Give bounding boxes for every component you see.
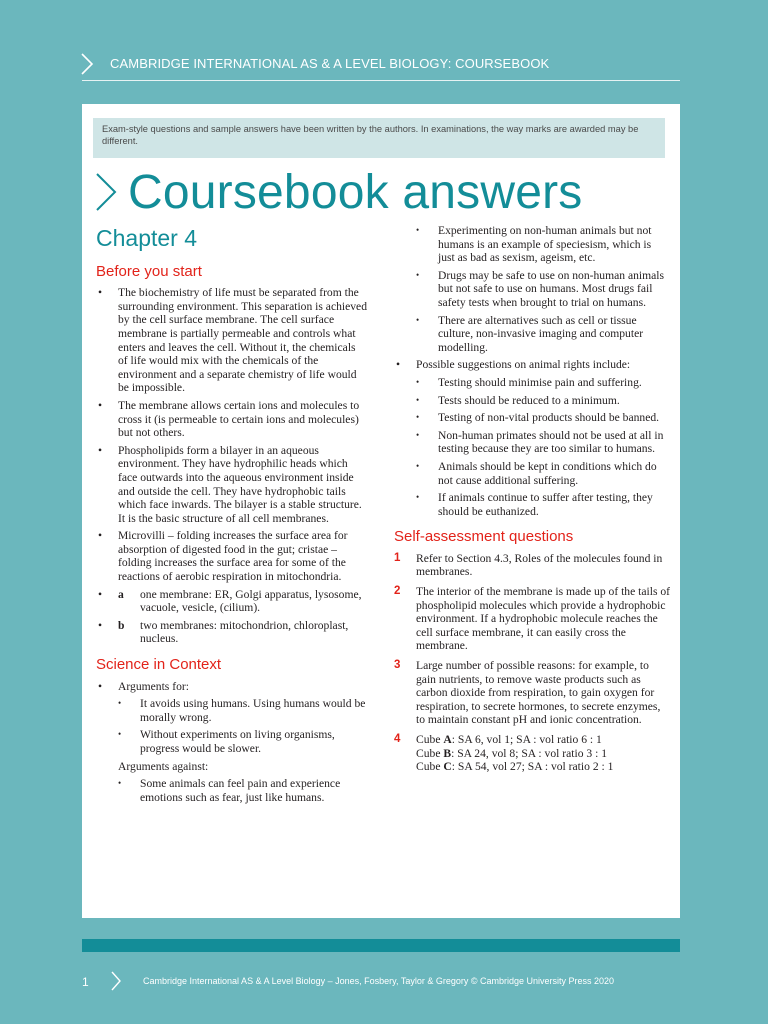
question-number: 2	[394, 585, 401, 598]
list-item: • Testing should minimise pain and suffering.	[394, 376, 670, 390]
question-number: 1	[394, 551, 401, 564]
before-you-start-heading: Before you start	[96, 262, 202, 280]
header-divider	[82, 80, 680, 81]
arguments-for-label: • Arguments for:	[96, 680, 368, 694]
question-2	[394, 585, 670, 653]
question-text: Large number of possible reasons: for example, to gain nutrients, to remove waste products such as carbon dioxide from respiration, to gain oxygen for respiration, to secrete hormones, to secrete enzymes, to maintain constant pH and ionic concentration.	[416, 659, 661, 727]
question-text: Refer to Section 4.3, Roles of the molecules found in membranes.	[416, 551, 663, 579]
list-item: • Phospholipids form a bilayer in an aqueous environment. They have hydrophilic heads which face outwards into the aqueous environment inside and outside the cell. They have hydrophobic tails which face inwards. The bilayer is a stable structure. It is the basic structure of all cell membranes.	[96, 444, 368, 526]
footer-citation: Cambridge International AS & A Level Biology – Jones, Fosbery, Taylor & Gregory © Cambridge University Press 2020	[143, 976, 615, 986]
item-letter: a	[118, 587, 124, 601]
exam-notice: Exam-style questions and sample answers have been written by the authors. In examinations, the way marks are awarded may be different.	[93, 118, 665, 158]
list-item: • The biochemistry of life must be separated from the surrounding environment. This separation is achieved by the cell surface membrane. The cell surface membrane is partially permeable and controls what enters and leaves the cell. Without it, the chemicals of life would mix with the chemicals of the environment and a separate chemistry of life would be impossible.	[96, 286, 368, 395]
chevron-right-icon	[80, 53, 94, 75]
page-title	[94, 162, 583, 222]
list-item: • Experimenting on non-human animals but not humans is an example of speciesism, which is just as bad as sexism, ageism, etc.	[394, 224, 670, 265]
item-letter: b	[118, 618, 125, 632]
list-item: • Animals should be kept in conditions which do not cause additional suffering.	[394, 460, 670, 487]
self-assessment-heading: Self-assessment questions	[394, 528, 574, 546]
list-item: • Tests should be reduced to a minimum.	[394, 394, 670, 408]
cube-line: Cube B: SA 24, vol 8; SA : vol ratio 3 : 1	[416, 746, 607, 760]
footer-bar	[82, 939, 680, 952]
list-item: • Non-human primates should not be used at all in testing because they are too similar to humans.	[394, 429, 670, 456]
list-item: • Some animals can feel pain and experience emotions such as fear, just like humans.	[96, 777, 368, 804]
cube-line: Cube C: SA 54, vol 27; SA : vol ratio 2 : 1	[416, 760, 614, 774]
item-text: one membrane: ER, Golgi apparatus, lysosome, vacuole, vesicle, (cilium).	[140, 587, 362, 615]
list-item: • Without experiments on living organisms, progress would be slower.	[96, 728, 368, 755]
question-text: The interior of the membrane is made up of the tails of phospholipid molecules which provide a hydrophobic environment. If a hydrophobic molecule reaches the cell surface membrane, it can easily cross the membrane.	[416, 585, 671, 653]
question-4	[394, 733, 670, 774]
page-sheet	[82, 104, 680, 918]
list-item: • It avoids using humans. Using humans would be morally wrong.	[96, 697, 368, 724]
page-number: 1	[82, 975, 89, 989]
science-in-context-heading: Science in Context	[96, 656, 222, 674]
arguments-against-label: Arguments against:	[118, 759, 209, 773]
science-in-context-list	[96, 680, 368, 805]
left-column	[96, 225, 368, 808]
question-number: 4	[394, 733, 401, 745]
list-item: • Testing of non-vital products should be banned.	[394, 411, 670, 425]
list-item: • Microvilli – folding increases the surface area for absorption of digested food in the gut; cristae – folding increases the surface area for some of the reactions of aerobic respiration in mitochondria.	[96, 529, 368, 583]
list-item-a: • a one membrane: ER, Golgi apparatus, lysosome, vacuole, vesicle, (cilium).	[98, 587, 362, 615]
question-1	[394, 552, 670, 579]
animal-rights-label: • Possible suggestions on animal rights include:	[394, 358, 670, 372]
list-item: • There are alternatives such as cell or tissue culture, non-invasive imaging and computer modelling.	[394, 314, 670, 355]
question-number: 3	[394, 659, 401, 672]
before-you-start-list	[96, 286, 368, 646]
right-column	[394, 224, 670, 780]
list-item-b: • b two membranes: mitochondrion, chloroplast, nucleus.	[98, 618, 349, 646]
cube-line: Cube A: SA 6, vol 1; SA : vol ratio 6 : 1	[416, 733, 602, 746]
list-item: • The membrane allows certain ions and molecules to cross it (is permeable to certain ions and molecules) but not others.	[96, 399, 368, 440]
item-text: two membranes: mitochondrion, chloroplast, nucleus.	[140, 618, 349, 646]
list-item: • Drugs may be safe to use on non-human animals but not safe to use on humans. Most drugs fail safety tests when brought to trial on humans.	[394, 269, 670, 310]
list-item: • If animals continue to suffer after testing, they should be euthanized.	[394, 491, 670, 518]
header-title: CAMBRIDGE INTERNATIONAL AS & A LEVEL BIOLOGY: COURSEBOOK	[110, 56, 550, 71]
chevron-right-icon	[110, 971, 122, 991]
chapter-heading: Chapter 4	[96, 225, 198, 251]
question-3	[394, 659, 670, 727]
arguments-against-continued	[394, 224, 670, 518]
chevron-right-icon	[94, 172, 118, 212]
self-assessment-list	[394, 552, 670, 774]
page-title-text: Coursebook answers	[128, 165, 583, 219]
